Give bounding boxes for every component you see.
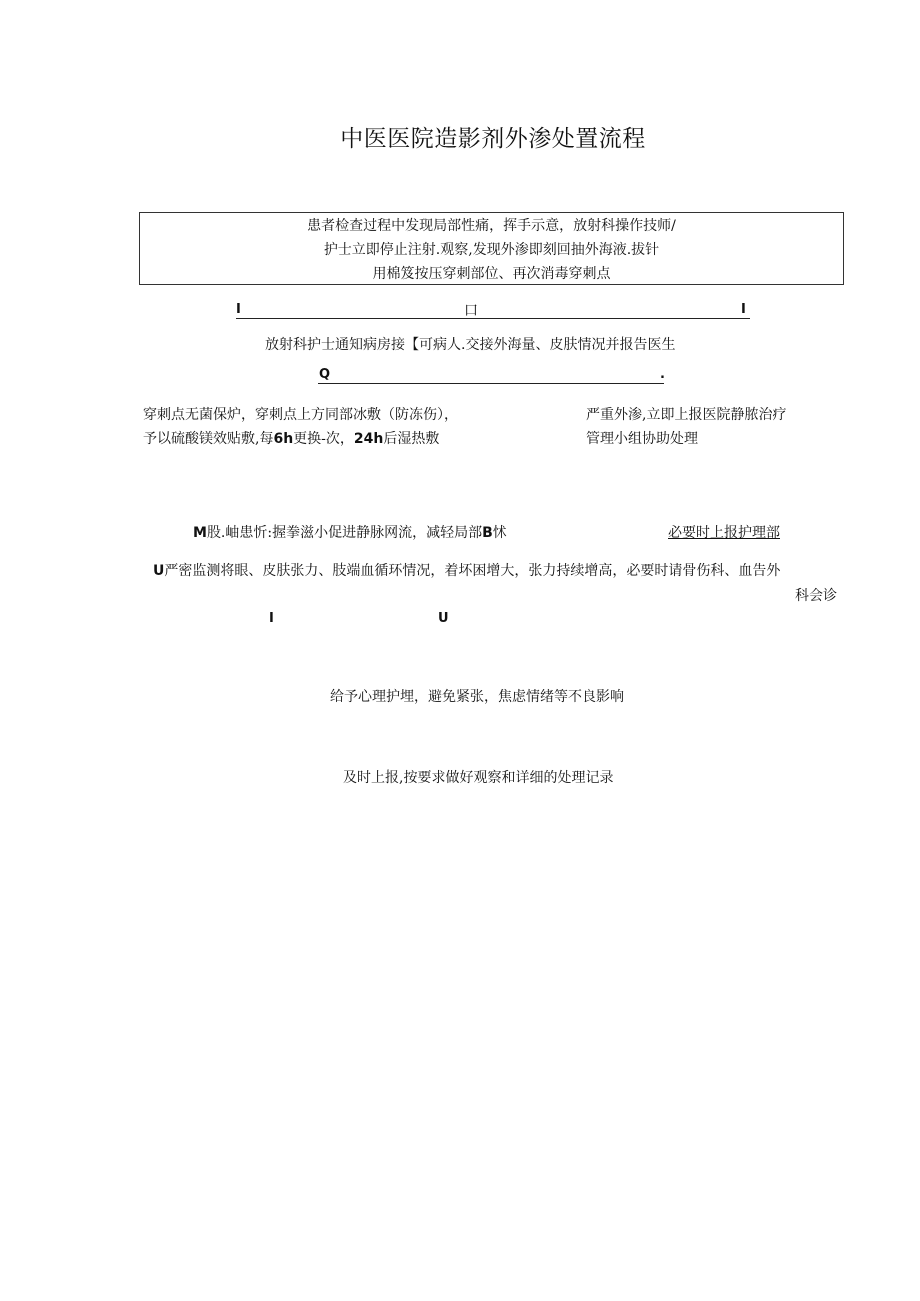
step4-line2: 科会诊 [795,588,837,604]
step2-text: 放射科护士通知病房接【可病人.交接外海量、皮肤情况并报告医生 [265,337,676,353]
branch-left-line1: 穿刺点无菌保炉，穿刺点上方同部冰敷（防冻伤）， [143,407,458,423]
step3-text [193,522,507,542]
connector-mark-left: I [236,302,241,317]
branch-left-text: 后湿热敷 [383,431,440,447]
step1-line: 护士立即停止注射.观察,发现外渗即刻回抽外海液.拔针 [323,242,660,258]
step5-text: 给予心理护埋，避免紧张，焦虑情绪等不良影响 [330,689,624,705]
step1-line: 用棉笈按压穿刺部位、再次消毒穿刺点 [372,266,611,282]
connector-mark-right: U [438,611,449,626]
step1-line: 患者检查过程中发现局部性痛，挥手示意，放射科操作技师/ [307,218,676,234]
step3-mid: B [482,525,493,541]
branch-left-text: 予以硫酸镁效贴敷,每 [143,431,274,447]
connector-mark-right: . [660,367,665,382]
connector-mark-left: I [269,611,274,626]
step3-body: 股.岫患忻:握拳滋小促进静脉网流，减轻局部 [206,525,483,541]
step4-line1 [153,560,780,580]
step3-prefix: M [193,525,207,541]
connector-mark-right: I [741,302,746,317]
step4-prefix: U [153,563,165,579]
step4-body: 严密监测将眼、皮肤张力、肢端血循环情况，着坏困增大，张力持续增高，必要时请骨伤科、血告外 [164,563,781,579]
connector-line [318,383,664,384]
report-nursing-dept-link[interactable]: 必要时上报护理部 [668,525,780,541]
step6-text: 及时上报,按要求做好观察和详细的处理记录 [343,770,614,786]
branch-right-line1: 严重外渗,立即上报医院静脓治疗 [586,407,787,423]
step1-box [139,212,844,285]
interval-24h: 24h [353,431,384,447]
step3-suffix: 怵 [492,525,507,541]
connector-mark-mid: 口 [464,303,478,319]
connector-line [236,318,750,319]
interval-6h: 6h [273,431,294,447]
branch-left-line2 [143,428,439,448]
branch-right-line2: 管理小组协助处理 [586,431,698,447]
page-title: 中医医院造影剂外渗处置流程 [340,126,646,152]
branch-left-text: 更换-次， [293,431,354,447]
connector-mark-left: Q [319,367,331,382]
